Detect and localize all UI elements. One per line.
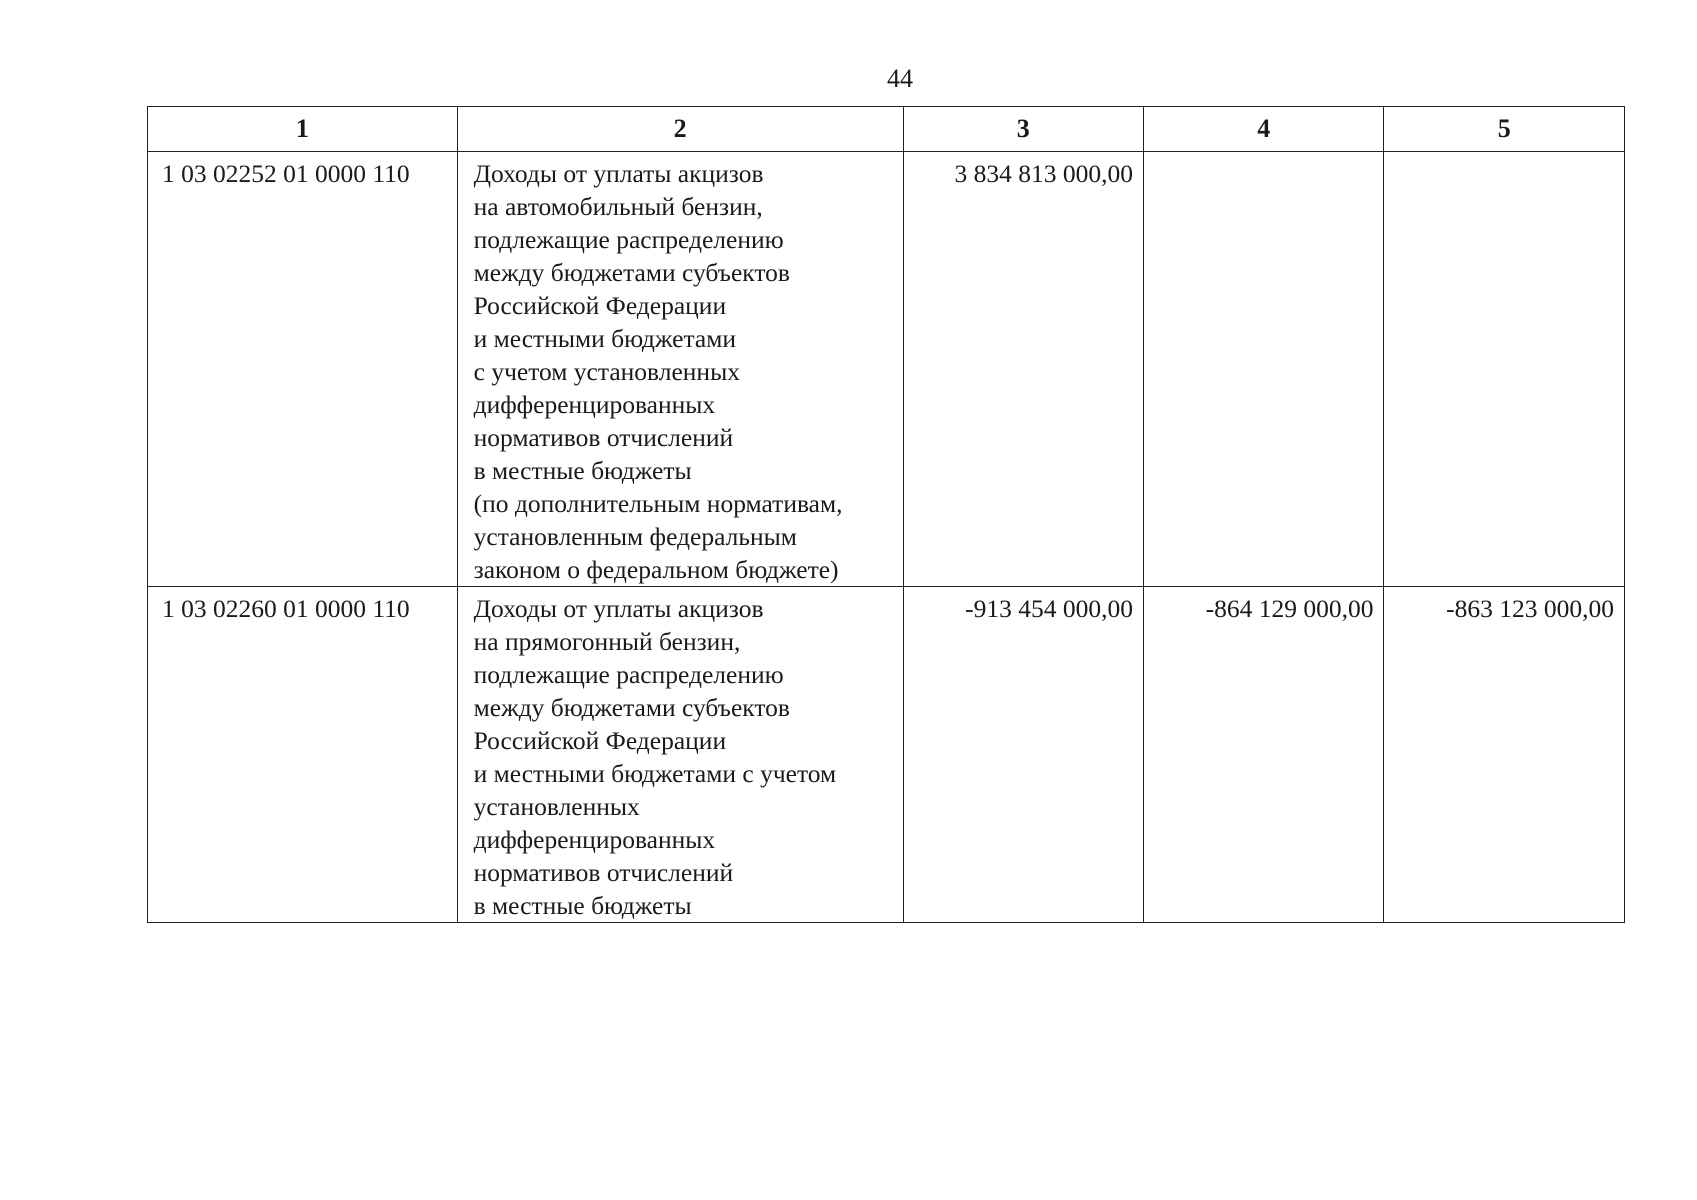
table-row — [148, 152, 1625, 587]
name-line: Доходы от уплаты акцизов — [473, 594, 764, 623]
name-line: и местными бюджетами — [473, 324, 736, 353]
name-line: Доходы от уплаты акцизов — [473, 159, 764, 188]
amount-col5-cell — [1384, 152, 1625, 587]
table-header-row — [148, 107, 1625, 152]
name-line: подлежащие распределению — [473, 225, 784, 254]
name-line: установленным федеральным — [473, 522, 797, 551]
name-line: между бюджетами субъектов — [473, 258, 790, 287]
table-row — [148, 587, 1625, 923]
name-line: нормативов отчислений — [473, 423, 734, 452]
name-line: в местные бюджеты — [473, 891, 692, 920]
revenue-table — [147, 106, 1625, 923]
name-line: установленных — [473, 792, 640, 821]
name-line: законом о федеральном бюджете) — [473, 555, 839, 584]
amount-col4-cell: -864 129 000,00 — [1144, 587, 1384, 923]
name-line: (по дополнительным нормативам, — [473, 489, 843, 518]
name-line: на автомобильный бензин, — [473, 192, 763, 221]
column-header-4: 4 — [1144, 107, 1384, 152]
name-line: дифференцированных — [473, 390, 716, 419]
name-line: Российской Федерации — [473, 726, 727, 755]
revenue-name-cell — [457, 152, 903, 587]
page-number: 44 — [887, 64, 913, 93]
revenue-name-cell — [457, 587, 903, 923]
amount-col5-cell: -863 123 000,00 — [1384, 587, 1625, 923]
name-line: на прямогонный бензин, — [473, 627, 741, 656]
column-header-5: 5 — [1384, 107, 1625, 152]
name-line: с учетом установленных — [473, 357, 740, 386]
name-line: Российской Федерации — [473, 291, 727, 320]
amount-col3-cell: 3 834 813 000,00 — [903, 152, 1143, 587]
amount-col3-cell: -913 454 000,00 — [903, 587, 1143, 923]
name-line: подлежащие распределению — [473, 660, 784, 689]
column-header-3: 3 — [903, 107, 1143, 152]
name-line: и местными бюджетами с учетом — [473, 759, 837, 788]
name-line: дифференцированных — [473, 825, 716, 854]
revenue-code-cell: 1 03 02252 01 0000 110 — [148, 152, 458, 587]
amount-col4-cell — [1144, 152, 1384, 587]
column-header-1: 1 — [148, 107, 458, 152]
revenue-code-cell: 1 03 02260 01 0000 110 — [148, 587, 458, 923]
name-line: нормативов отчислений — [473, 858, 734, 887]
name-line: в местные бюджеты — [473, 456, 692, 485]
column-header-2: 2 — [457, 107, 903, 152]
name-line: между бюджетами субъектов — [473, 693, 790, 722]
